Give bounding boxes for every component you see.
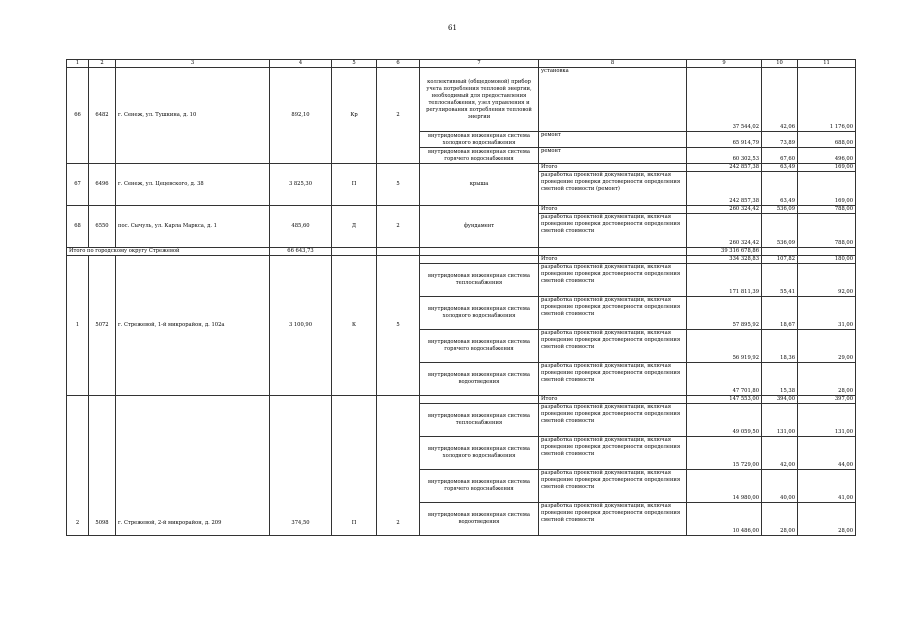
work-sum: 10 486,00 (687, 503, 762, 536)
work-type: ремонт (539, 132, 687, 148)
work-col10: 40,00 (762, 470, 798, 503)
table-row (67, 68, 856, 132)
total-sum: 242 857,38 (687, 164, 762, 172)
work-type: разработка проектной документации, включая проведение проверки достоверности определения сметной стоимости (539, 297, 687, 330)
col-header: 6 (377, 60, 420, 68)
work-col11: 788,00 (798, 214, 856, 248)
total-label: Итого (539, 396, 687, 404)
work-sum: 171 811,39 (687, 264, 762, 297)
col-header: 7 (420, 60, 539, 68)
work-sum: 65 914,79 (687, 132, 762, 148)
district-total-label: Итого по городскому округу Стрежевой (67, 248, 270, 256)
system-name: внутридомовая инженерная система холодного водоснабжения (420, 297, 539, 330)
work-col11: 1 176,00 (798, 68, 856, 132)
column-number-row (67, 60, 856, 68)
total-sum: 260 324,42 (687, 206, 762, 214)
work-col10: 42,06 (762, 68, 798, 132)
wall-type: Д (332, 206, 377, 248)
col-header: 3 (116, 60, 270, 68)
system-name: внутридомовая инженерная система холодного водоснабжения (420, 132, 539, 148)
work-col10: 18,67 (762, 297, 798, 330)
work-col11: 28,00 (798, 363, 856, 396)
work-type: разработка проектной документации, включая проведение проверки достоверности определения сметной стоимости (539, 404, 687, 437)
total-col11: 397,00 (798, 396, 856, 404)
work-col11: 92,00 (798, 264, 856, 297)
work-sum: 260 324,42 (687, 214, 762, 248)
work-sum: 47 701,80 (687, 363, 762, 396)
system-name: внутридомовая инженерная система водоотведения (420, 363, 539, 396)
work-type: разработка проектной документации, включая проведение проверки достоверности определения сметной стоимости (539, 264, 687, 297)
total-col11: 169,00 (798, 164, 856, 172)
floors: 2 (377, 68, 420, 164)
work-sum: 60 302,53 (687, 148, 762, 164)
house-code: 5072 (89, 256, 116, 396)
house-area: 3 100,90 (270, 256, 332, 396)
total-label: Итого (539, 164, 687, 172)
system-name: внутридомовая инженерная система теплоснабжения (420, 404, 539, 437)
total-col10: 63,49 (762, 164, 798, 172)
wall-type: П (332, 164, 377, 206)
row-number: 66 (67, 68, 89, 164)
total-col11: 788,00 (798, 206, 856, 214)
col-header: 5 (332, 60, 377, 68)
house-code: 6482 (89, 68, 116, 164)
district-total-area: 66 643,73 (270, 248, 332, 256)
table-row (67, 396, 856, 404)
system-name: коллективный (общедомовой) прибор учета потребления тепловой энергии, необходимый для предоставления теплоснабжения, узел управления и регулирования потребления тепловой энергии (420, 68, 539, 132)
capital-repair-table (66, 59, 856, 536)
col-header: 11 (798, 60, 856, 68)
page-number: 61 (448, 24, 457, 32)
work-col10: 536,09 (762, 214, 798, 248)
system-name: внутридомовая инженерная система холодного водоснабжения (420, 437, 539, 470)
house-area: 485,60 (270, 206, 332, 248)
system-name: крыша (420, 164, 539, 206)
work-col11: 496,00 (798, 148, 856, 164)
work-type: разработка проектной документации, включая проведение проверки достоверности определения сметной стоимости (539, 503, 687, 536)
house-code: 6496 (89, 164, 116, 206)
work-type: установка (539, 68, 687, 132)
work-col10: 55,41 (762, 264, 798, 297)
work-col10: 42,00 (762, 437, 798, 470)
work-type: ремонт (539, 148, 687, 164)
work-col11: 688,00 (798, 132, 856, 148)
table-row (67, 164, 856, 172)
system-name: внутридомовая инженерная система горячего водоснабжения (420, 470, 539, 503)
house-address: г. Стрежевой, 1-й микрорайон, д. 102а (116, 256, 270, 396)
work-col10: 67,60 (762, 148, 798, 164)
total-col10: 107,82 (762, 256, 798, 264)
row-number: 68 (67, 206, 89, 248)
work-type: разработка проектной документации, включая проведение проверки достоверности определения сметной стоимости (539, 470, 687, 503)
floors: 2 (377, 396, 420, 536)
col-header: 2 (89, 60, 116, 68)
work-col10: 18,36 (762, 330, 798, 363)
system-name: внутридомовая инженерная система водоотведения (420, 503, 539, 536)
work-col10: 73,89 (762, 132, 798, 148)
work-col10: 63,49 (762, 172, 798, 206)
house-area: 374,50 (270, 396, 332, 536)
district-total-sum: 39 316 678,86 (687, 248, 762, 256)
total-col10: 394,00 (762, 396, 798, 404)
wall-type: Кр (332, 68, 377, 164)
total-label: Итого (539, 206, 687, 214)
work-sum: 57 895,92 (687, 297, 762, 330)
work-col11: 131,00 (798, 404, 856, 437)
work-col10: 28,00 (762, 503, 798, 536)
work-sum: 242 857,38 (687, 172, 762, 206)
house-area: 3 825,30 (270, 164, 332, 206)
house-code: 6550 (89, 206, 116, 248)
total-col11: 180,00 (798, 256, 856, 264)
house-address: пос. Сычуль, ул. Карла Маркса, д. 1 (116, 206, 270, 248)
table-row (67, 256, 856, 264)
work-type: разработка проектной документации, включая проведение проверки достоверности определения сметной стоимости (539, 330, 687, 363)
district-total-row (67, 248, 856, 256)
row-number: 67 (67, 164, 89, 206)
col-header: 8 (539, 60, 687, 68)
work-col11: 29,00 (798, 330, 856, 363)
work-sum: 37 544,02 (687, 68, 762, 132)
col-header: 10 (762, 60, 798, 68)
work-col11: 41,00 (798, 470, 856, 503)
work-sum: 14 980,00 (687, 470, 762, 503)
work-col11: 169,00 (798, 172, 856, 206)
wall-type: П (332, 396, 377, 536)
work-col10: 15,38 (762, 363, 798, 396)
system-name: внутридомовая инженерная система горячего водоснабжения (420, 148, 539, 164)
house-address: г. Сенеж, ул. Цецевского, д. 38 (116, 164, 270, 206)
house-address: г. Сенеж, ул. Тушкина, д. 10 (116, 68, 270, 164)
total-col10: 536,09 (762, 206, 798, 214)
work-type: разработка проектной документации, включая проведение проверки достоверности определения сметной стоимости (ремонт) (539, 172, 687, 206)
work-type: разработка проектной документации, включая проведение проверки достоверности определения сметной стоимости (539, 437, 687, 470)
house-code: 5098 (89, 396, 116, 536)
work-col10: 131,00 (762, 404, 798, 437)
floors: 5 (377, 256, 420, 396)
total-sum: 334 328,83 (687, 256, 762, 264)
col-header: 4 (270, 60, 332, 68)
work-sum: 56 919,92 (687, 330, 762, 363)
system-name: внутридомовая инженерная система теплоснабжения (420, 264, 539, 297)
system-name: фундамент (420, 206, 539, 248)
house-address: г. Стрежевой, 2-й микрорайон, д. 209 (116, 396, 270, 536)
total-sum: 147 553,00 (687, 396, 762, 404)
work-col11: 31,00 (798, 297, 856, 330)
house-area: 892,10 (270, 68, 332, 164)
row-number: 2 (67, 396, 89, 536)
floors: 2 (377, 206, 420, 248)
work-sum: 49 059,50 (687, 404, 762, 437)
work-type: разработка проектной документации, включая проведение проверки достоверности определения сметной стоимости (539, 363, 687, 396)
work-col11: 28,00 (798, 503, 856, 536)
system-name: внутридомовая инженерная система горячего водоснабжения (420, 330, 539, 363)
work-col11: 44,00 (798, 437, 856, 470)
col-header: 9 (687, 60, 762, 68)
work-sum: 15 729,00 (687, 437, 762, 470)
floors: 5 (377, 164, 420, 206)
wall-type: К (332, 256, 377, 396)
work-type: разработка проектной документации, включая проведение проверки достоверности определения сметной стоимости (539, 214, 687, 248)
col-header: 1 (67, 60, 89, 68)
table-row (67, 206, 856, 214)
row-number: 1 (67, 256, 89, 396)
total-label: Итого (539, 256, 687, 264)
